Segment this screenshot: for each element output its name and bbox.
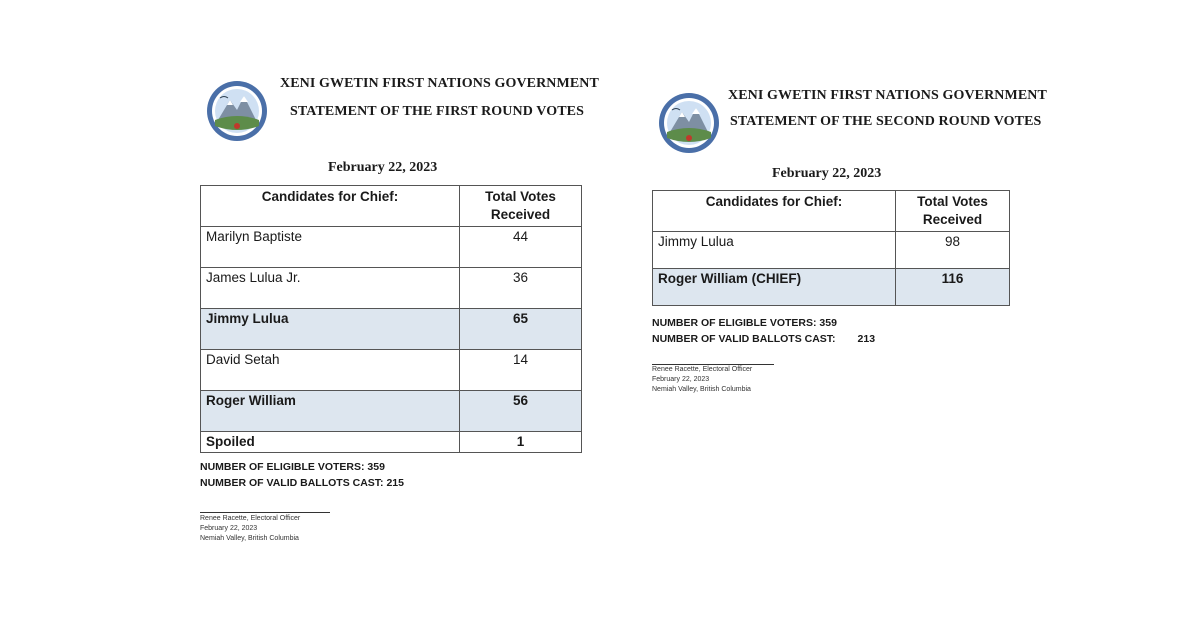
signature-block [652,365,752,395]
header-total-votes-line2: Received [490,207,551,222]
header-total-votes-line2: Received [922,212,983,227]
votes-table [652,190,1010,306]
candidate-votes: 44 [460,227,582,268]
candidate-votes: 116 [896,269,1010,306]
header-candidates: Candidates for Chief: [201,186,460,227]
signature-name: Renee Racette, Electoral Officer [200,515,301,522]
candidate-votes: 14 [460,350,582,391]
table-row [201,350,582,391]
header-total-votes [460,186,582,227]
table-header-row [201,186,582,227]
candidate-name: Marilyn Baptiste [201,227,460,268]
candidate-votes: 98 [896,232,1010,269]
candidate-votes: 65 [460,309,582,350]
document-title: XENI GWETIN FIRST NATIONS GOVERNMENT [280,76,599,91]
votes-table [200,185,582,453]
table-header-row [653,191,1010,232]
table-row-highlighted [653,269,1010,306]
signature-place: Nemiah Valley, British Columbia [652,386,751,393]
signature-name: Renee Racette, Electoral Officer [652,366,753,373]
signature-date: February 22, 2023 [200,525,258,532]
signature-block [200,514,300,544]
candidate-votes: 56 [460,391,582,432]
signature-place: Nemiah Valley, British Columbia [200,535,299,542]
eligible-voters: NUMBER OF ELIGIBLE VOTERS: 359 [652,317,837,329]
document-date: February 22, 2023 [772,166,882,181]
document-title: XENI GWETIN FIRST NATIONS GOVERNMENT [728,88,1047,103]
candidate-votes: 1 [460,432,582,453]
candidate-name: Roger William (CHIEF) [653,269,896,306]
header-total-votes [896,191,1010,232]
voter-stats [200,459,404,491]
table-row [201,227,582,268]
candidate-name: Spoiled [201,432,460,453]
candidate-name: David Setah [201,350,460,391]
signature-date: February 22, 2023 [652,376,710,383]
candidate-name: Jimmy Lulua [201,309,460,350]
candidate-name: Jimmy Lulua [653,232,896,269]
header-total-votes-line1: Total Votes [485,189,556,204]
voter-stats [652,315,875,347]
candidate-name: James Lulua Jr. [201,268,460,309]
signature-line [200,512,330,513]
valid-ballots: NUMBER OF VALID BALLOTS CAST: 215 [200,477,404,489]
nation-seal-icon [658,92,720,154]
header-candidates: Candidates for Chief: [653,191,896,232]
candidate-votes: 36 [460,268,582,309]
valid-ballots-label: NUMBER OF VALID BALLOTS CAST: [652,333,836,345]
table-row-highlighted [201,391,582,432]
nation-seal-icon [206,80,268,142]
header-total-votes-line1: Total Votes [917,194,988,209]
document-date: February 22, 2023 [328,160,438,175]
eligible-voters: NUMBER OF ELIGIBLE VOTERS: 359 [200,461,385,473]
candidate-name: Roger William [201,391,460,432]
table-row [653,232,1010,269]
table-row-highlighted [201,309,582,350]
document-subtitle: STATEMENT OF THE SECOND ROUND VOTES [730,114,1042,129]
table-row-spoiled [201,432,582,453]
valid-ballots [652,331,875,347]
document-subtitle: STATEMENT OF THE FIRST ROUND VOTES [290,104,584,119]
table-row [201,268,582,309]
valid-ballots-value: 213 [857,333,876,345]
